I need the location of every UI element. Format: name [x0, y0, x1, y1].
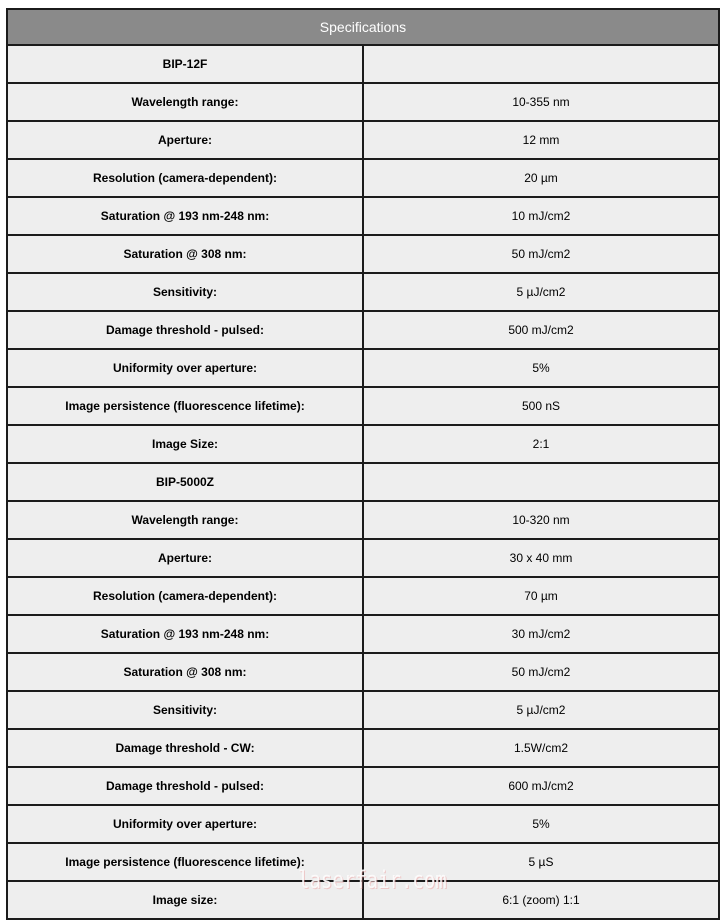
table-header-row [7, 9, 719, 45]
spec-value-cell: 10-355 nm [363, 83, 719, 121]
spec-label-cell: Saturation @ 308 nm: [7, 653, 363, 691]
spec-row [7, 387, 719, 425]
spec-value-cell: 5 µJ/cm2 [363, 691, 719, 729]
spec-label-cell: Saturation @ 193 nm-248 nm: [7, 615, 363, 653]
spec-value-cell: 30 mJ/cm2 [363, 615, 719, 653]
spec-label-cell: Damage threshold - CW: [7, 729, 363, 767]
spec-value-cell: 500 nS [363, 387, 719, 425]
spec-label-cell: Sensitivity: [7, 273, 363, 311]
spec-label-cell: Uniformity over aperture: [7, 349, 363, 387]
spec-label-cell: Image persistence (fluorescence lifetime): [7, 843, 363, 881]
spec-label-cell: Wavelength range: [7, 83, 363, 121]
spec-label-cell: Resolution (camera-dependent): [7, 577, 363, 615]
spec-row [7, 653, 719, 691]
spec-value-cell: 12 mm [363, 121, 719, 159]
spec-value-cell: 600 mJ/cm2 [363, 767, 719, 805]
spec-value-cell: 1.5W/cm2 [363, 729, 719, 767]
spec-row [7, 311, 719, 349]
spec-row [7, 691, 719, 729]
spec-label-cell: Saturation @ 193 nm-248 nm: [7, 197, 363, 235]
section-header-row [7, 45, 719, 83]
spec-row [7, 121, 719, 159]
table-title: Specifications [7, 9, 719, 45]
spec-value-cell: 6:1 (zoom) 1:1 [363, 881, 719, 919]
spec-row [7, 273, 719, 311]
spec-row [7, 425, 719, 463]
section-header-row [7, 463, 719, 501]
spec-row [7, 159, 719, 197]
spec-label-cell: Aperture: [7, 539, 363, 577]
spec-rows-body [7, 45, 719, 919]
spec-value-cell: 10-320 nm [363, 501, 719, 539]
spec-label-cell: Image size: [7, 881, 363, 919]
spec-label-cell: Image persistence (fluorescence lifetime): [7, 387, 363, 425]
spec-label-cell: Saturation @ 308 nm: [7, 235, 363, 273]
spec-value-cell [363, 45, 719, 83]
spec-value-cell: 10 mJ/cm2 [363, 197, 719, 235]
specifications-table [6, 8, 720, 920]
spec-value-cell: 5 µS [363, 843, 719, 881]
spec-value-cell: 50 mJ/cm2 [363, 653, 719, 691]
watermark-text: laserfair.com [298, 866, 447, 894]
spec-value-cell: 20 µm [363, 159, 719, 197]
spec-label-cell: Sensitivity: [7, 691, 363, 729]
spec-value-cell [363, 463, 719, 501]
model-name-cell: BIP-12F [7, 45, 363, 83]
spec-value-cell: 5 µJ/cm2 [363, 273, 719, 311]
spec-row [7, 767, 719, 805]
spec-label-cell: Resolution (camera-dependent): [7, 159, 363, 197]
spec-value-cell: 70 µm [363, 577, 719, 615]
spec-label-cell: Damage threshold - pulsed: [7, 311, 363, 349]
spec-label-cell: Image Size: [7, 425, 363, 463]
spec-row [7, 615, 719, 653]
spec-row [7, 843, 719, 881]
model-name-cell: BIP-5000Z [7, 463, 363, 501]
spec-value-cell: 500 mJ/cm2 [363, 311, 719, 349]
spec-label-cell: Aperture: [7, 121, 363, 159]
spec-label-cell: Uniformity over aperture: [7, 805, 363, 843]
spec-row [7, 577, 719, 615]
spec-row [7, 539, 719, 577]
spec-value-cell: 5% [363, 805, 719, 843]
spec-row [7, 83, 719, 121]
spec-row [7, 349, 719, 387]
spec-label-cell: Damage threshold - pulsed: [7, 767, 363, 805]
spec-value-cell: 5% [363, 349, 719, 387]
spec-row [7, 501, 719, 539]
spec-row [7, 197, 719, 235]
spec-value-cell: 2:1 [363, 425, 719, 463]
spec-value-cell: 50 mJ/cm2 [363, 235, 719, 273]
spec-label-cell: Wavelength range: [7, 501, 363, 539]
spec-value-cell: 30 x 40 mm [363, 539, 719, 577]
spec-row [7, 881, 719, 919]
spec-row [7, 805, 719, 843]
spec-row [7, 729, 719, 767]
spec-row [7, 235, 719, 273]
